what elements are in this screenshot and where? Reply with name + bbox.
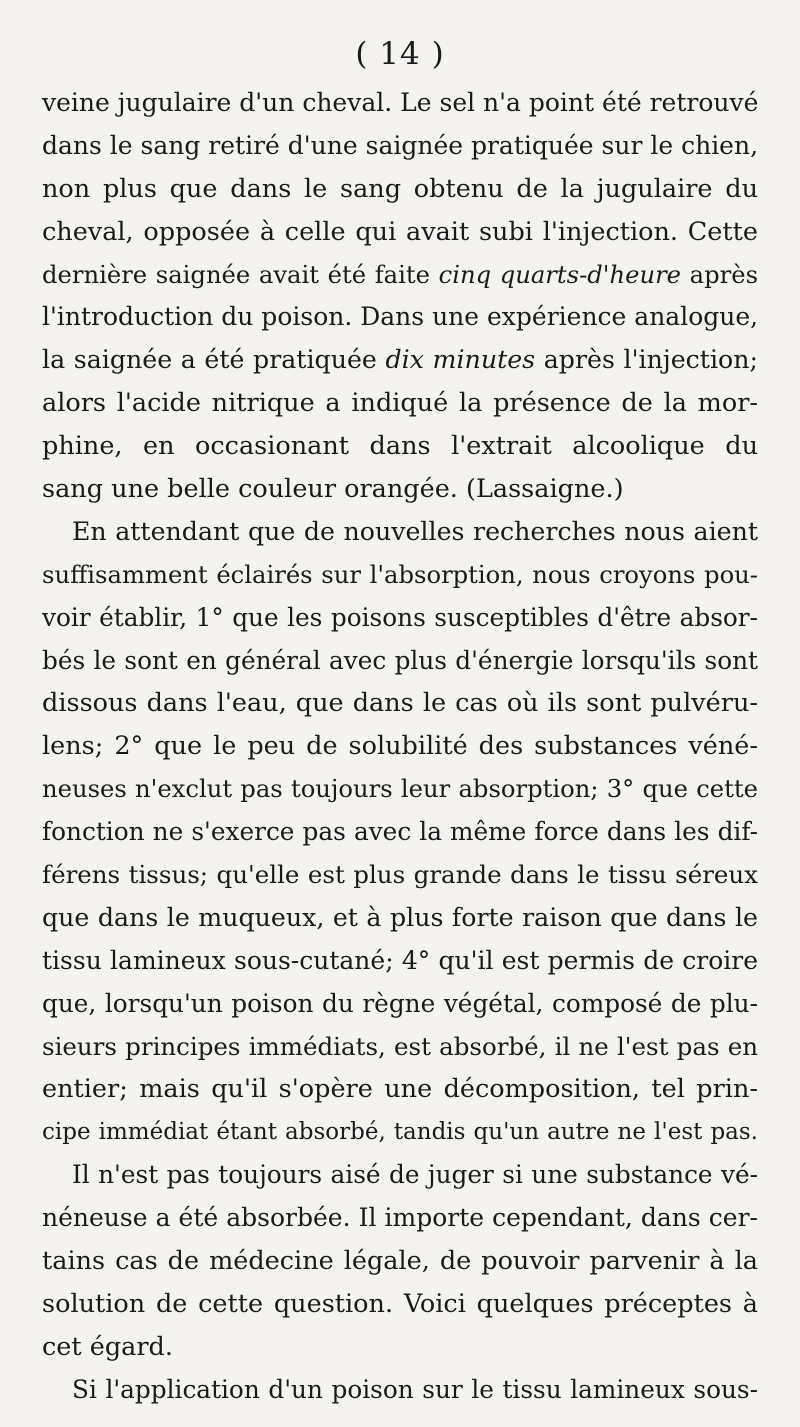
text-line: tains cas de médecine légale, de pouvoir parvenir à la	[42, 1246, 758, 1277]
text-line: Si l'application d'un poison sur le tissu lamineux sous-	[72, 1374, 758, 1404]
text-line: alors l'acide nitrique a indiqué la présence de la mor-	[42, 388, 758, 419]
text-line: veine jugulaire d'un cheval. Le sel n'a point été retrouvé	[42, 88, 759, 117]
text-line: cheval, opposée à celle qui avait subi l'injection. Cette	[42, 216, 758, 247]
text-line: suffisamment éclairés sur l'absorption, nous croyons pou-	[42, 559, 758, 589]
text-line: Il n'est pas toujours aisé de juger si une substance vé-	[72, 1160, 758, 1190]
paragraph-1	[42, 82, 758, 511]
italic-phrase: cinq quarts-d'heure	[438, 259, 682, 289]
text-line: tissu lamineux sous-cutané; 4° qu'il est permis de croire	[42, 945, 758, 975]
text-line: cipe immédiat étant absorbé, tandis qu'un autre ne l'est pas.	[42, 1119, 758, 1146]
page-number: ( 14 )	[355, 36, 445, 72]
text-line: non plus que dans le sang obtenu de la jugulaire du	[42, 173, 758, 204]
text-line: bés le sont en général avec plus d'énergie lorsqu'ils sont	[42, 645, 758, 675]
text-line: cet égard.	[42, 1331, 173, 1362]
text-line: sang une belle couleur orangée. (Lassaigne.)	[42, 474, 624, 505]
text-line: dissous dans l'eau, que dans le cas où ils sont pulvéru-	[42, 688, 758, 719]
text-line: voir établir, 1° que les poisons susceptibles d'être absor-	[42, 602, 758, 632]
text-line: sieurs principes immédiats, est absorbé, il ne l'est pas en	[42, 1031, 758, 1061]
text-line: dernière saignée avait été faite cinq quarts-d'heure après	[42, 259, 759, 289]
text-line: l'introduction du poison. Dans une expérience analogue,	[42, 302, 759, 332]
text-line: solution de cette question. Voici quelques préceptes à	[42, 1288, 758, 1319]
text-line: lens; 2° que le peu de solubilité des substances véné-	[42, 731, 758, 762]
paragraph-3	[42, 1154, 758, 1368]
paragraph-4	[42, 1369, 758, 1412]
text-line: que dans le muqueux, et à plus forte raison que dans le	[42, 902, 758, 932]
text-line: phine, en occasionant dans l'extrait alcoolique du	[42, 431, 758, 462]
text-line: neuses n'exclut pas toujours leur absorption; 3° que cette	[42, 774, 758, 804]
text-line: que, lorsqu'un poison du règne végétal, composé de plu-	[42, 988, 758, 1018]
text-line: En attendant que de nouvelles recherches nous aient	[72, 516, 758, 546]
text-line: fonction ne s'exerce pas avec la même force dans les dif-	[42, 817, 758, 847]
paragraph-2	[42, 511, 758, 1154]
text-line: férens tissus; qu'elle est plus grande dans le tissu séreux	[42, 860, 758, 890]
text-line: dans le sang retiré d'une saignée pratiquée sur le chien,	[42, 130, 759, 160]
text-line: la saignée a été pratiquée dix minutes après l'injection;	[42, 345, 758, 375]
text-line: néneuse a été absorbée. Il importe cependant, dans cer-	[42, 1203, 758, 1233]
text-line: entier; mais qu'il s'opère une décomposition, tel prin-	[42, 1074, 758, 1105]
italic-phrase: dix minutes	[385, 345, 536, 375]
